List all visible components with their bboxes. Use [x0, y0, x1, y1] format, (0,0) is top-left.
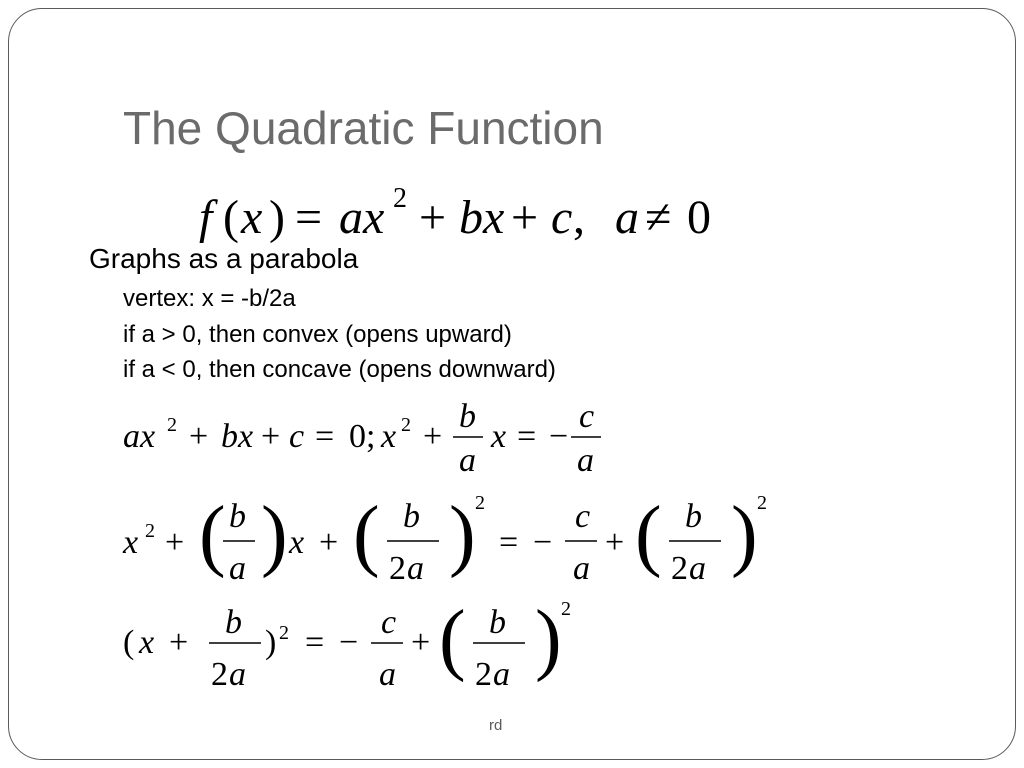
svg-text:a: a [229, 656, 246, 693]
graph-heading: Graphs as a parabola [89, 243, 359, 274]
svg-text:=: = [305, 624, 325, 661]
svg-text:b: b [489, 604, 506, 641]
svg-text:(: ( [635, 491, 662, 579]
svg-text:0;: 0; [349, 418, 376, 455]
svg-text:c: c [575, 498, 591, 535]
svg-text:+: + [419, 191, 447, 244]
svg-text:+: + [189, 418, 209, 455]
svg-text:≠: ≠ [645, 191, 672, 244]
slide [8, 8, 1016, 760]
svg-text:a: a [573, 550, 590, 587]
svg-text:c: c [551, 191, 573, 244]
svg-text:ax: ax [339, 191, 385, 244]
svg-text:2: 2 [561, 598, 571, 620]
convex-line: if a > 0, then convex (opens upward) [123, 321, 512, 348]
svg-text:+: + [165, 524, 185, 561]
svg-text:2: 2 [401, 414, 411, 436]
svg-text:(: ( [223, 191, 239, 244]
svg-text:x: x [381, 418, 397, 455]
svg-text:a: a [689, 550, 706, 587]
svg-text:): ) [265, 624, 277, 661]
svg-text:2: 2 [475, 492, 485, 514]
svg-text:(: ( [199, 491, 226, 579]
svg-text:2: 2 [167, 414, 177, 436]
svg-text:): ) [731, 491, 758, 579]
svg-text:=: = [295, 191, 323, 244]
svg-text:x: x [123, 524, 139, 561]
main-equation [189, 177, 829, 247]
svg-text:2: 2 [393, 183, 407, 214]
svg-text:): ) [449, 491, 476, 579]
svg-text:2: 2 [279, 622, 289, 644]
svg-text:b: b [685, 498, 702, 535]
svg-text:a: a [577, 442, 594, 477]
svg-text:=: = [517, 418, 537, 455]
svg-text:a: a [379, 656, 396, 693]
footer-text: rd [489, 717, 503, 734]
svg-text:−: − [339, 624, 359, 661]
svg-text:+: + [261, 418, 281, 455]
svg-text:x: x [289, 524, 305, 561]
svg-text:b: b [403, 498, 420, 535]
equation-1 [119, 391, 719, 477]
svg-text:a: a [407, 550, 424, 587]
equation-2 [119, 487, 799, 597]
svg-text:0: 0 [687, 191, 711, 244]
svg-text:+: + [511, 191, 539, 244]
svg-text:(: ( [439, 595, 466, 683]
svg-text:(: ( [353, 491, 380, 579]
svg-text:=: = [499, 524, 519, 561]
svg-text:a: a [493, 656, 510, 693]
svg-text:): ) [269, 191, 285, 244]
svg-text:a: a [459, 442, 476, 477]
svg-text:bx: bx [459, 191, 505, 244]
svg-text:c: c [381, 604, 397, 641]
svg-text:b: b [229, 498, 246, 535]
svg-text:−: − [549, 418, 569, 455]
svg-text:2: 2 [475, 656, 492, 693]
concave-line: if a < 0, then concave (opens downward) [123, 356, 556, 383]
svg-text:2: 2 [145, 520, 155, 542]
svg-text:(: ( [123, 624, 135, 661]
svg-text:+: + [169, 624, 189, 661]
svg-text:b: b [459, 398, 476, 435]
svg-text:2: 2 [211, 656, 228, 693]
slide-title: The Quadratic Function [123, 102, 604, 154]
svg-text:x: x [241, 191, 263, 244]
svg-text:x: x [491, 418, 507, 455]
svg-text:+: + [319, 524, 339, 561]
svg-text:+: + [411, 624, 431, 661]
svg-text:bx: bx [221, 418, 254, 455]
svg-text:c: c [579, 398, 595, 435]
svg-text:b: b [225, 604, 242, 641]
svg-text:+: + [423, 418, 443, 455]
svg-text:2: 2 [389, 550, 406, 587]
svg-text:c: c [289, 418, 305, 455]
svg-text:ax: ax [123, 418, 156, 455]
svg-text:=: = [315, 418, 335, 455]
svg-text:2: 2 [757, 492, 767, 514]
svg-text:−: − [533, 524, 553, 561]
svg-text:a: a [229, 550, 246, 587]
svg-text:+: + [605, 524, 625, 561]
svg-text:2: 2 [671, 550, 688, 587]
svg-text:): ) [261, 491, 288, 579]
vertex-line: vertex: x = -b/2a [123, 285, 296, 312]
equation-3 [119, 595, 599, 705]
svg-text:a: a [615, 191, 639, 244]
svg-text:x: x [139, 624, 155, 661]
svg-text:f: f [199, 191, 213, 244]
svg-text:,: , [573, 191, 585, 244]
svg-text:): ) [535, 595, 562, 683]
